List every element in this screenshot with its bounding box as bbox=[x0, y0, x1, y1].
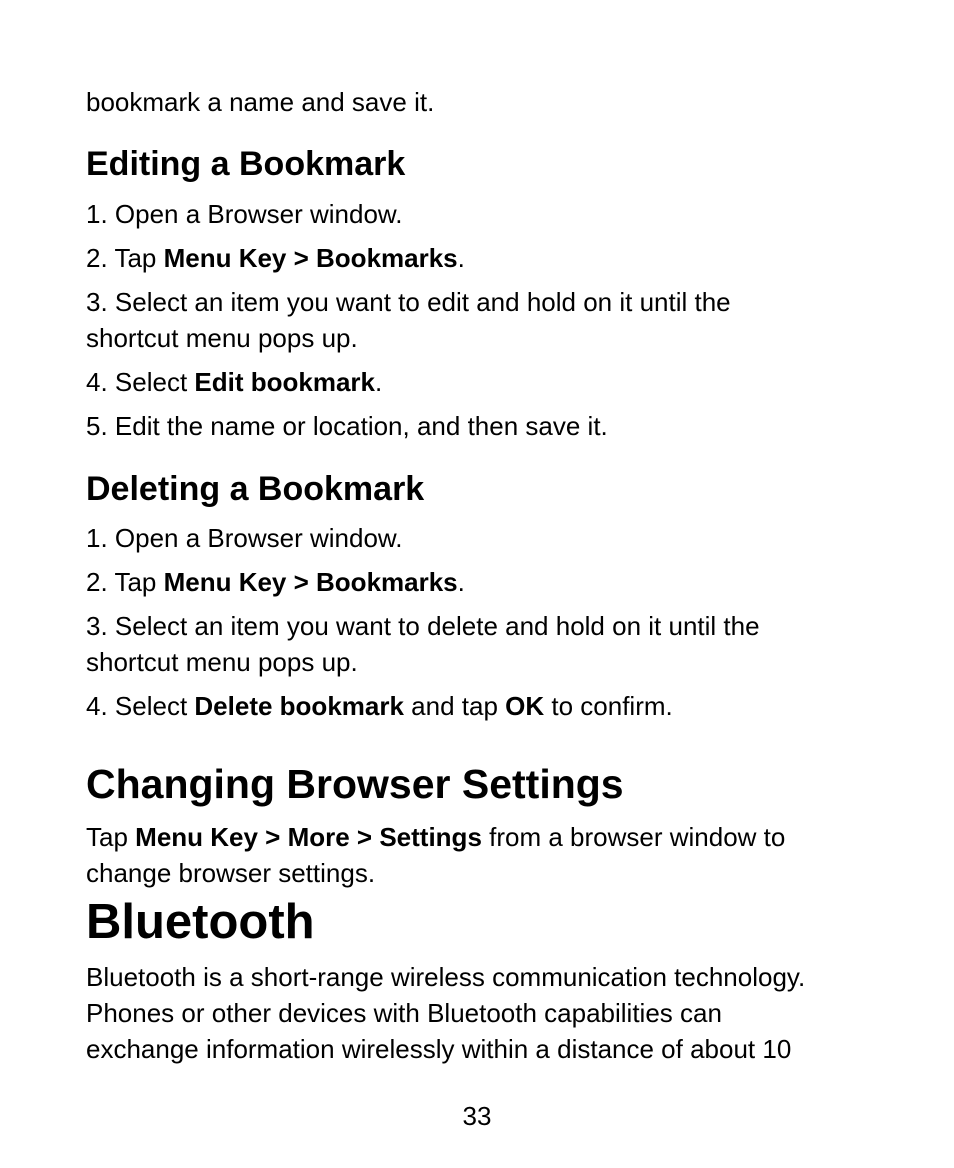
editing-step-3: 3. Select an item you want to edit and hold on it until the shortcut menu pops up. bbox=[86, 287, 731, 353]
settings-section bbox=[86, 760, 624, 808]
deleting-steps bbox=[86, 520, 926, 724]
edit-bookmark-label: Edit bookmark bbox=[194, 367, 375, 397]
editing-steps bbox=[86, 196, 926, 444]
bluetooth-heading: Bluetooth bbox=[86, 895, 315, 949]
bluetooth-text: Bluetooth is a short-range wireless communication technology. Phones or other devices with Bluetooth capabilities can exchange information wirelessly within a distance of about 10 bbox=[86, 962, 806, 1064]
settings-text: Tap Menu Key > More > Settings from a browser window to change browser settings. bbox=[86, 822, 786, 888]
intro-text: bookmark a name and save it. bbox=[86, 87, 435, 117]
page-number: 33 bbox=[462, 1101, 492, 1131]
intro-fragment bbox=[86, 84, 434, 120]
deleting-step-2: 2. Tap Menu Key > Bookmarks. bbox=[86, 567, 465, 597]
settings-menu-path: Menu Key > More > Settings bbox=[135, 822, 482, 852]
bluetooth-section bbox=[86, 894, 315, 950]
editing-step-2: 2. Tap Menu Key > Bookmarks. bbox=[86, 243, 465, 273]
delete-bookmark-label: Delete bookmark bbox=[194, 691, 404, 721]
deleting-section bbox=[86, 469, 424, 509]
bluetooth-body bbox=[86, 959, 946, 1067]
ok-label: OK bbox=[505, 691, 545, 721]
editing-step-1: 1. Open a Browser window. bbox=[86, 199, 403, 229]
deleting-step-4: 4. Select Delete bookmark and tap OK to confirm. bbox=[86, 691, 673, 721]
settings-heading: Changing Browser Settings bbox=[86, 761, 624, 807]
menu-path: Menu Key > Bookmarks bbox=[163, 567, 458, 597]
deleting-step-1: 1. Open a Browser window. bbox=[86, 523, 403, 553]
editing-step-5: 5. Edit the name or location, and then save it. bbox=[86, 411, 608, 441]
deleting-step-3: 3. Select an item you want to delete and hold on it until the shortcut menu pops up. bbox=[86, 611, 760, 677]
editing-section bbox=[86, 144, 405, 184]
deleting-heading: Deleting a Bookmark bbox=[86, 470, 425, 508]
settings-body bbox=[86, 819, 946, 891]
menu-path: Menu Key > Bookmarks bbox=[163, 243, 458, 273]
editing-step-4: 4. Select Edit bookmark. bbox=[86, 367, 383, 397]
editing-heading: Editing a Bookmark bbox=[86, 145, 406, 183]
